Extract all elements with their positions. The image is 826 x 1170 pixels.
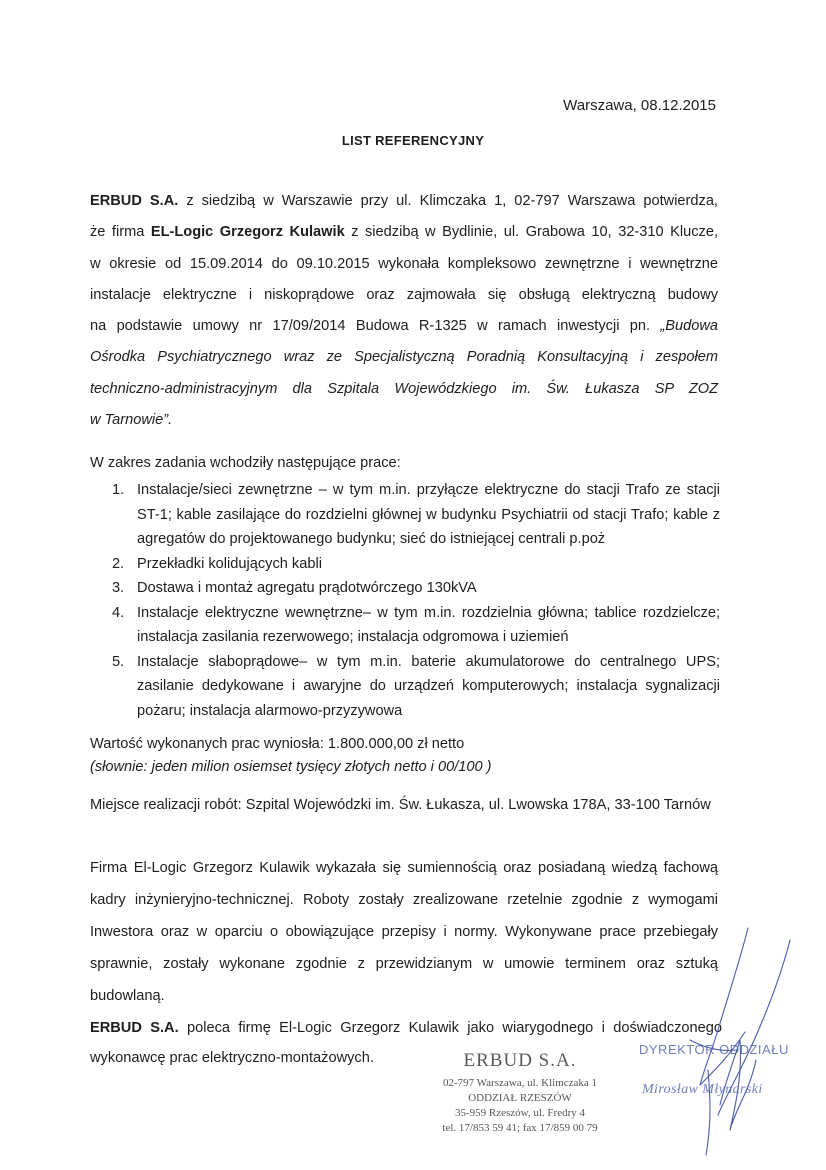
value-amount: Wartość wykonanych prac wyniosła: 1.800.000,00 zł netto xyxy=(90,736,465,752)
intro-line: techniczno-administracyjnym dla Szpitala Wojewódzkiego im. Św. Łukasza SP ZOZ xyxy=(90,380,718,397)
contractor-name: EL-Logic Grzegorz Kulawik xyxy=(150,224,345,241)
recommendation-line: wykonawcę prac elektryczno-montażowych. xyxy=(90,1050,374,1066)
work-location: Miejsce realizacji robót: Szpital Wojewódzki im. Św. Łukasza, ul. Lwowska 178A, 33-100 Tarnów xyxy=(90,797,711,813)
document-title: LIST REFERENCYJNY xyxy=(341,133,485,148)
assessment-line: Firma El-Logic Grzegorz Kulawik wykazała się sumiennością oraz posiadaną wiedzą fachową xyxy=(90,860,718,876)
list-item: 5. Instalacje słaboprądowe– w tym m.in. baterie akumulatorowe do centralnego UPS; zasilanie dedykowane i awaryjne do urządzeń komputerowych; instalacja sygnalizacji pożaru; instalacja alarmowo-przyzywowa xyxy=(112,653,720,719)
company-stamp xyxy=(410,1050,630,1136)
list-item: 1. Instalacje/sieci zewnętrzne – w tym m.in. przyłącze elektryczne do stacji Trafo ze stacji ST-1; kable zasilające do rozdzielni głównej w budynku Psychiatrii od stacji Trafo; kable z agregatów do projektowanego budynku; sieć do istniejącej centrali p.poż xyxy=(112,482,720,547)
stamp-address: 02-797 Warszawa, ul. Klimczaka 1 xyxy=(442,1077,598,1089)
intro-line: w okresie od 15.09.2014 do 09.10.2015 wykonała kompleksowo zewnętrzne i wewnętrzne xyxy=(90,255,718,272)
company-name: ERBUD S.A. xyxy=(90,1020,179,1036)
assessment-line: budowlaną. xyxy=(90,988,165,1004)
list-item: 2. Przekładki kolidujących kabli xyxy=(112,555,322,572)
stamp-branch-address: 35-959 Rzeszów, ul. Fredry 4 xyxy=(454,1107,586,1119)
stamp-company-name: ERBUD S.A. xyxy=(463,1050,577,1071)
place-date: Warszawa, 08.12.2015 xyxy=(563,97,716,114)
scope-intro: W zakres zadania wchodziły następujące prace: xyxy=(90,455,401,471)
list-item: 3. Dostawa i montaż agregatu prądotwórczego 130kVA xyxy=(112,580,477,596)
intro-line: ERBUD S.A. z siedzibą w Warszawie przy ul. Klimczaka 1, 02-797 Warszawa potwierdza, xyxy=(90,193,718,209)
intro-line: instalacje elektryczne i niskoprądowe oraz zajmowała się obsługą elektryczną budowy xyxy=(90,286,718,303)
stamp-phone: tel. 17/853 59 41; fax 17/859 00 79 xyxy=(442,1122,598,1134)
assessment-line: Inwestora oraz w oparciu o obowiązujące przepisy i normy. Wykonywane prace przebiegały xyxy=(90,924,718,940)
list-item: 4. Instalacje elektryczne wewnętrzne– w tym m.in. rozdzielnia główna; tablice rozdzielcze; instalacja zasilania rezerwowego; instalacja odgromowa i uziemień xyxy=(112,604,720,645)
company-name: ERBUD S.A. xyxy=(90,193,179,209)
assessment-paragraph xyxy=(90,852,718,1012)
handwritten-signature xyxy=(660,920,810,1170)
intro-line: w Tarnowie”. xyxy=(90,412,173,429)
value-in-words: (słownie: jeden milion osiemset tysięcy złotych netto i 00/100 ) xyxy=(90,759,492,775)
stamp-branch: ODDZIAŁ RZESZÓW xyxy=(468,1092,572,1104)
intro-line: na podstawie umowy nr 17/09/2014 Budowa R-1325 w ramach inwestycji pn. „Budowa xyxy=(90,318,718,335)
assessment-line: sprawnie, zostały wykonane zgodnie z przewidzianym w umowie terminem oraz sztuką xyxy=(90,956,718,972)
intro-line: Ośrodka Psychiatrycznego wraz ze Specjalistyczną Poradnią Konsultacyjną i zespołem xyxy=(90,349,718,366)
director-title: DYREKTOR ODDZIAŁU xyxy=(639,1042,789,1057)
contract-value xyxy=(90,733,492,779)
scope-list xyxy=(90,478,720,723)
recommendation-line: ERBUD S.A. poleca firmę El-Logic Grzegorz Kulawik jako wiarygodnego i doświadczonego xyxy=(90,1020,722,1036)
intro-line: że firma EL-Logic Grzegorz Kulawik z siedzibą w Bydlinie, ul. Grabowa 10, 32-310 Klucze, xyxy=(90,224,719,241)
director-name: Mirosław Młynarski xyxy=(642,1082,763,1097)
intro-paragraph xyxy=(90,186,718,436)
assessment-line: kadry inżynieryjno-technicznej. Roboty zostały zrealizowane rzetelnie zgodnie z wymogami xyxy=(90,892,718,908)
